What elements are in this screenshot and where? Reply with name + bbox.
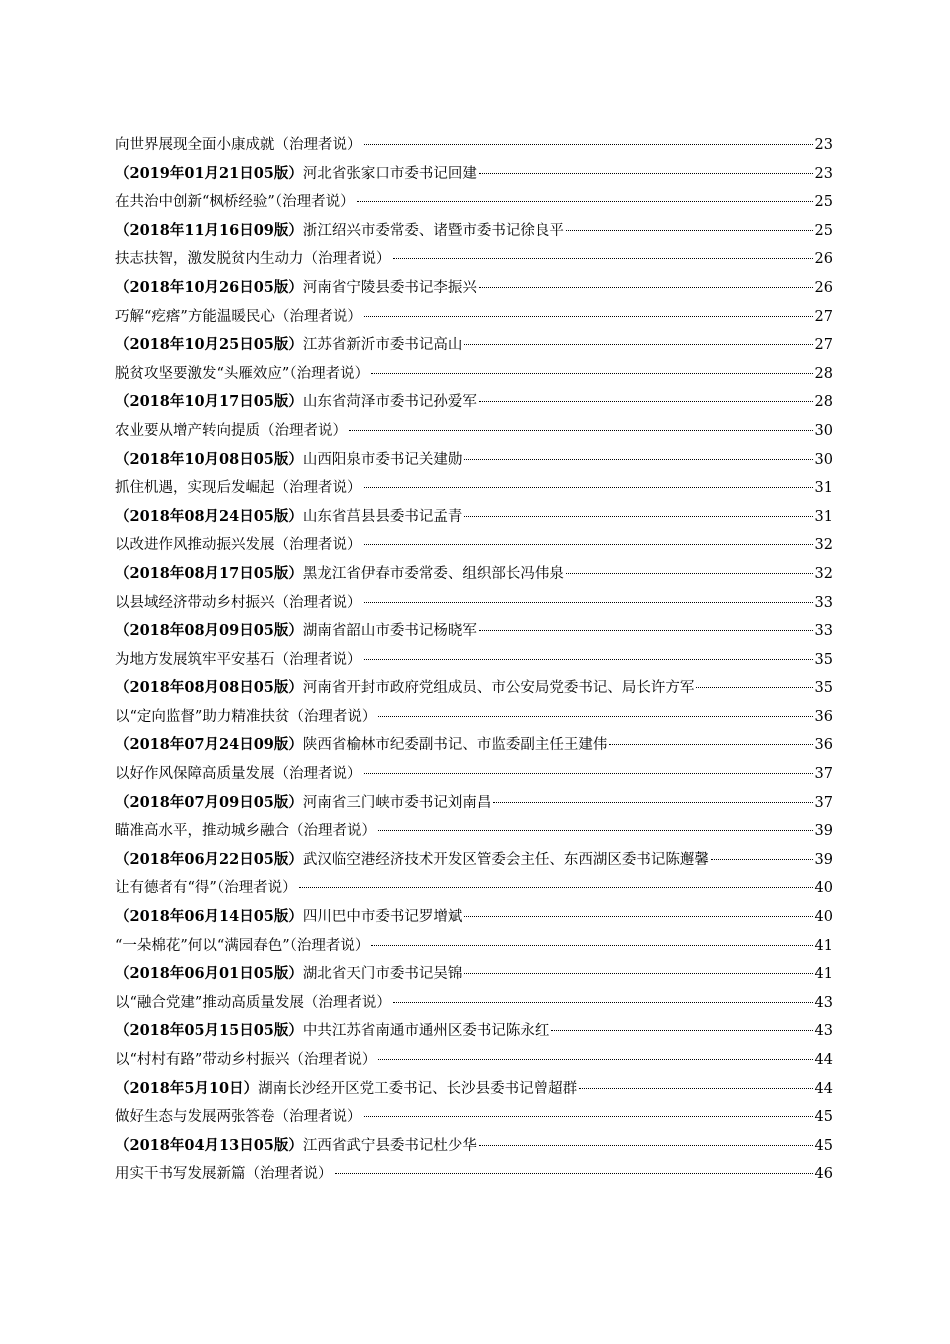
- toc-dot-leader: [551, 1029, 812, 1031]
- toc-page-number: 26: [814, 279, 833, 296]
- toc-source-entry[interactable]: [115, 674, 833, 703]
- toc-entry-text: 脱贫攻坚要激发“头雁效应”（治理者说）: [115, 365, 370, 382]
- toc-dot-leader: [696, 686, 812, 688]
- toc-entry-text: 用实干书写发展新篇（治理者说）: [115, 1166, 333, 1183]
- toc-source-entry[interactable]: [115, 731, 833, 760]
- toc-title-entry[interactable]: [115, 303, 833, 332]
- toc-source-entry[interactable]: [115, 617, 833, 646]
- toc-source-entry[interactable]: [115, 446, 833, 475]
- toc-entry-author: 山东省菏泽市委书记孙爱军: [302, 394, 477, 411]
- toc-entry-date: （2018年07月09日05版）: [115, 793, 303, 811]
- toc-page-number: 33: [814, 594, 833, 611]
- toc-entry-date: （2018年10月26日05版）: [115, 278, 303, 296]
- toc-title-entry[interactable]: [115, 1046, 833, 1075]
- toc-entry-author: 武汉临空港经济技术开发区管委会主任、东西湖区委书记陈邂馨: [302, 851, 709, 868]
- toc-entry-date: （2018年11月16日09版）: [115, 221, 303, 239]
- toc-source-entry[interactable]: [115, 560, 833, 589]
- toc-dot-leader: [364, 1115, 813, 1117]
- toc-page-number: 35: [814, 651, 833, 668]
- toc-source-entry[interactable]: [115, 960, 833, 989]
- toc-entry-date: （2019年01月21日05版）: [115, 164, 303, 182]
- toc-dot-leader: [299, 886, 813, 888]
- toc-entry-date: （2018年06月22日05版）: [115, 850, 303, 868]
- toc-entry-author: 湖南省韶山市委书记杨晓军: [302, 623, 477, 640]
- toc-dot-leader: [335, 1172, 813, 1174]
- toc-entry-text: [115, 503, 462, 532]
- toc-entry-text: [115, 1017, 549, 1046]
- toc-entry-text: [115, 1075, 577, 1104]
- toc-source-entry[interactable]: [115, 503, 833, 532]
- toc-title-entry[interactable]: [115, 989, 833, 1018]
- toc-entry-text: [115, 789, 491, 818]
- toc-entry-text: 以县域经济带动乡村振兴（治理者说）: [115, 594, 362, 611]
- toc-page-number: 25: [814, 194, 833, 211]
- toc-page-number: 39: [814, 823, 833, 840]
- toc-dot-leader: [609, 743, 812, 745]
- toc-entry-author: 黑龙江省伊春市委常委、组织部长冯伟泉: [302, 565, 564, 582]
- toc-source-entry[interactable]: [115, 903, 833, 932]
- toc-source-entry[interactable]: [115, 1017, 833, 1046]
- toc-entry-text: 抓住机遇，实现后发崛起（治理者说）: [115, 480, 362, 497]
- toc-title-entry[interactable]: [115, 1160, 833, 1189]
- toc-dot-leader: [479, 1144, 813, 1146]
- toc-title-entry[interactable]: [115, 932, 833, 961]
- toc-entry-date: （2018年06月14日05版）: [115, 908, 303, 926]
- toc-dot-leader: [371, 944, 812, 946]
- toc-page-number: 40: [814, 909, 833, 926]
- toc-page-number: 28: [814, 365, 833, 382]
- toc-dot-leader: [566, 572, 813, 574]
- toc-entry-text: [115, 388, 477, 417]
- toc-page-number: 25: [814, 222, 833, 239]
- toc-dot-leader: [464, 458, 812, 460]
- toc-entry-text: 巧解“疙瘩”方能温暖民心（治理者说）: [115, 308, 362, 325]
- toc-page-number: 43: [814, 994, 833, 1011]
- toc-page-number: 23: [814, 137, 833, 153]
- toc-title-entry[interactable]: [115, 188, 833, 217]
- toc-dot-leader: [364, 486, 813, 488]
- toc-title-entry[interactable]: [115, 360, 833, 389]
- toc-source-entry[interactable]: [115, 789, 833, 818]
- toc-title-entry[interactable]: [115, 589, 833, 618]
- toc-dot-leader: [464, 972, 812, 974]
- toc-page-number: 33: [814, 623, 833, 640]
- toc-title-entry[interactable]: [115, 245, 833, 274]
- toc-entry-text: “一朵棉花”何以“满园春色”（治理者说）: [115, 937, 370, 954]
- toc-entry-text: 以“融合党建”推动高质量发展（治理者说）: [115, 994, 391, 1011]
- toc-entry-text: 向世界展现全面小康成就（治理者说）: [115, 137, 362, 153]
- toc-dot-leader: [378, 1058, 812, 1060]
- toc-dot-leader: [566, 229, 813, 231]
- toc-title-entry[interactable]: [115, 874, 833, 903]
- toc-dot-leader: [479, 400, 813, 402]
- toc-dot-leader: [357, 200, 813, 202]
- toc-entry-author: 陕西省榆林市纪委副书记、市监委副主任王建伟: [302, 737, 608, 754]
- toc-entry-text: 农业要从增产转向提质（治理者说）: [115, 422, 347, 439]
- toc-dot-leader: [479, 286, 813, 288]
- toc-page-number: 30: [814, 422, 833, 439]
- toc-dot-leader: [364, 601, 813, 603]
- toc-dot-leader: [364, 143, 813, 145]
- toc-source-entry[interactable]: [115, 160, 833, 189]
- toc-title-entry[interactable]: [115, 1103, 833, 1132]
- toc-entry-author: 中共江苏省南通市通州区委书记陈永红: [302, 1023, 550, 1040]
- toc-page-number: 37: [814, 766, 833, 783]
- toc-dot-leader: [393, 1001, 813, 1003]
- toc-dot-leader: [479, 172, 813, 174]
- toc-page-number: 44: [814, 1052, 833, 1068]
- toc-entry-text: [115, 446, 462, 475]
- toc-entry-date: （2018年10月08日05版）: [115, 450, 303, 468]
- toc-dot-leader: [364, 772, 813, 774]
- toc-page-number: 27: [814, 337, 833, 354]
- toc-page-number: 32: [814, 565, 833, 582]
- toc-entry-text: [115, 217, 564, 246]
- toc-entry-text: [115, 960, 462, 989]
- toc-entry-text: [115, 846, 709, 875]
- toc-entry-text: 扶志扶智，激发脱贫内生动力（治理者说）: [115, 251, 391, 268]
- toc-dot-leader: [579, 1087, 812, 1089]
- toc-page-number: 40: [814, 880, 833, 897]
- toc-entry-text: 为地方发展筑牢平安基石（治理者说）: [115, 651, 362, 668]
- toc-entry-text: [115, 560, 564, 589]
- toc-page-number: 41: [814, 966, 833, 983]
- toc-entry-author: 河北省张家口市委书记回建: [302, 165, 477, 182]
- toc-page-number: 43: [814, 1023, 833, 1040]
- toc-entry-author: 山西阳泉市委书记关建勋: [302, 451, 463, 468]
- toc-entry-date: （2018年08月24日05版）: [115, 507, 303, 525]
- toc-dot-leader: [493, 801, 812, 803]
- toc-entry-author: 江西省武宁县委书记杜少华: [302, 1137, 477, 1154]
- toc-dot-leader: [378, 715, 812, 717]
- toc-entry-text: 让有德者有“得”（治理者说）: [115, 880, 297, 897]
- toc-entry-author: 河南省宁陵县委书记李振兴: [302, 279, 477, 296]
- toc-entry-date: （2018年07月24日09版）: [115, 736, 303, 754]
- toc-entry-text: [115, 1132, 477, 1161]
- toc-entry-author: 河南省开封市政府党组成员、市公安局党委书记、局长许方军: [302, 680, 695, 697]
- toc-page-number: 45: [814, 1109, 833, 1126]
- toc-page-number: 46: [814, 1166, 833, 1183]
- toc-page-number: 27: [814, 308, 833, 325]
- toc-entry-date: （2018年5月10日）: [115, 1079, 259, 1097]
- toc-entry-date: （2018年10月17日05版）: [115, 393, 303, 411]
- toc-page-number: 44: [814, 1080, 833, 1097]
- toc-dot-leader: [393, 257, 813, 259]
- toc-dot-leader: [464, 515, 812, 517]
- toc-source-entry[interactable]: [115, 331, 833, 360]
- toc-dot-leader: [464, 915, 812, 917]
- toc-source-entry[interactable]: [115, 1075, 833, 1104]
- toc-entry-author: 河南省三门峡市委书记刘南昌: [302, 794, 492, 811]
- toc-page-number: 35: [814, 680, 833, 697]
- toc-page-number: 36: [814, 737, 833, 754]
- toc-title-entry[interactable]: [115, 703, 833, 732]
- toc-entry-text: 瞄准高水平，推动城乡融合（治理者说）: [115, 823, 376, 840]
- toc-dot-leader: [464, 343, 812, 345]
- toc-dot-leader: [364, 658, 813, 660]
- toc-page-number: 30: [814, 451, 833, 468]
- toc-entry-author: 江苏省新沂市委书记高山: [302, 337, 463, 354]
- toc-entry-date: （2018年10月25日05版）: [115, 336, 303, 354]
- toc-dot-leader: [479, 629, 813, 631]
- toc-source-entry[interactable]: [115, 846, 833, 875]
- toc-entry-text: 以改进作风推动振兴发展（治理者说）: [115, 537, 362, 554]
- toc-entry-date: （2018年08月09日05版）: [115, 622, 303, 640]
- toc-entry-author: 四川巴中市委书记罗增斌: [302, 909, 463, 926]
- toc-entry-author: 山东省莒县县委书记孟青: [302, 508, 463, 525]
- toc-dot-leader: [711, 858, 813, 860]
- toc-entry-text: 以“定向监督”助力精准扶贫（治理者说）: [115, 708, 377, 725]
- toc-entry-text: 以好作风保障高质量发展（治理者说）: [115, 766, 362, 783]
- toc-page-number: 28: [814, 394, 833, 411]
- toc-entry-date: （2018年08月08日05版）: [115, 679, 303, 697]
- toc-entry-text: [115, 274, 477, 303]
- toc-entry-date: （2018年05月15日05版）: [115, 1022, 303, 1040]
- toc-dot-leader: [349, 429, 813, 431]
- toc-title-entry[interactable]: [115, 760, 833, 789]
- toc-entry-text: [115, 331, 462, 360]
- toc-page-number: 23: [814, 165, 833, 182]
- toc-page-number: 41: [814, 937, 833, 954]
- toc-entry-author: 浙江绍兴市委常委、诸暨市委书记徐良平: [302, 222, 564, 239]
- toc-title-entry[interactable]: [115, 131, 833, 160]
- toc-page-number: 31: [814, 480, 833, 497]
- toc-entry-text: [115, 674, 694, 703]
- toc-entry-text: 做好生态与发展两张答卷（治理者说）: [115, 1109, 362, 1126]
- toc-entry-text: [115, 731, 607, 760]
- toc-entry-date: （2018年08月17日05版）: [115, 564, 303, 582]
- toc-source-entry[interactable]: [115, 388, 833, 417]
- toc-dot-leader: [371, 372, 812, 374]
- toc-entry-text: [115, 617, 477, 646]
- toc-entry-date: （2018年04月13日05版）: [115, 1136, 303, 1154]
- toc-entry-text: 以“村村有路”带动乡村振兴（治理者说）: [115, 1052, 377, 1068]
- toc-entry-text: [115, 160, 477, 189]
- toc-dot-leader: [364, 315, 813, 317]
- toc-page-number: 36: [814, 708, 833, 725]
- toc-title-entry[interactable]: [115, 646, 833, 675]
- toc-title-entry[interactable]: [115, 531, 833, 560]
- table-of-contents: [115, 131, 833, 1189]
- toc-page-number: 45: [814, 1137, 833, 1154]
- toc-entry-author: 湖北省天门市委书记吴锦: [302, 966, 463, 983]
- toc-source-entry[interactable]: [115, 274, 833, 303]
- toc-entry-text: 在共治中创新“枫桥经验”（治理者说）: [115, 194, 355, 211]
- toc-page-number: 39: [814, 851, 833, 868]
- toc-title-entry[interactable]: [115, 474, 833, 503]
- toc-source-entry[interactable]: [115, 217, 833, 246]
- toc-title-entry[interactable]: [115, 417, 833, 446]
- toc-dot-leader: [364, 543, 813, 545]
- toc-entry-text: [115, 903, 462, 932]
- toc-title-entry[interactable]: [115, 817, 833, 846]
- toc-page-number: 26: [814, 251, 833, 268]
- toc-entry-date: （2018年06月01日05版）: [115, 965, 303, 983]
- toc-page-number: 37: [814, 794, 833, 811]
- toc-dot-leader: [378, 829, 813, 831]
- toc-page-number: 31: [814, 508, 833, 525]
- toc-source-entry[interactable]: [115, 1132, 833, 1161]
- toc-page-number: 32: [814, 537, 833, 554]
- toc-entry-author: 湖南长沙经开区党工委书记、长沙县委书记曾超群: [258, 1080, 578, 1097]
